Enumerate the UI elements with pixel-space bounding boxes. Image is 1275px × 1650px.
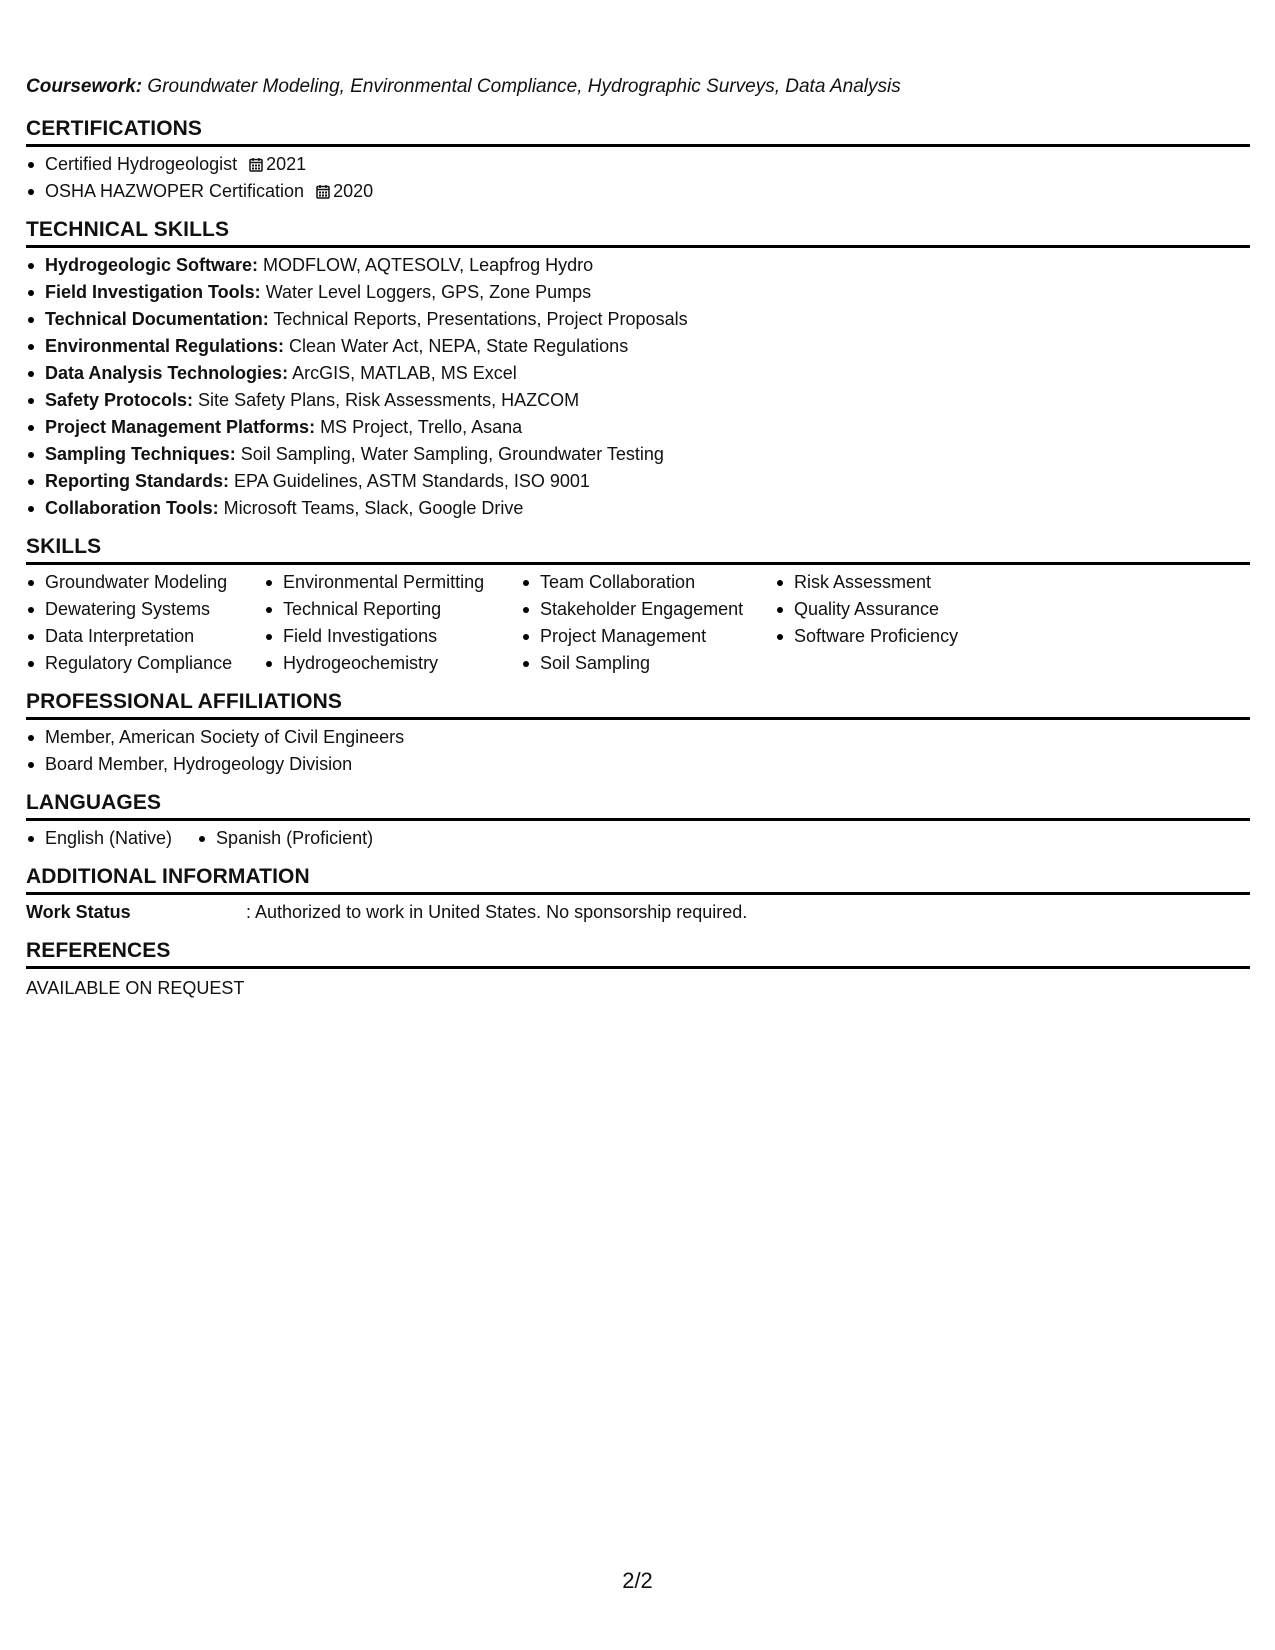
certification-item (26, 151, 1250, 178)
skill-item: Technical Reporting (264, 596, 521, 623)
section-title-skills: SKILLS (26, 534, 1250, 565)
technical-skill-item (26, 360, 1250, 387)
technical-skill-value: EPA Guidelines, ASTM Standards, ISO 9001 (229, 471, 590, 491)
work-status-row (26, 899, 1250, 926)
technical-skill-item (26, 468, 1250, 495)
affiliation-item: Member, American Society of Civil Engineers (26, 724, 1250, 751)
coursework-text: Groundwater Modeling, Environmental Compliance, Hydrographic Surveys, Data Analysis (142, 76, 901, 97)
technical-skill-label: Project Management Platforms: (45, 417, 316, 437)
technical-skill-label: Environmental Regulations: (45, 336, 285, 356)
certification-name: OSHA HAZWOPER Certification (45, 181, 305, 201)
coursework-label: Coursework: (26, 76, 143, 97)
language-item: Spanish (Proficient) (197, 825, 373, 852)
affiliations-section (26, 689, 1250, 778)
technical-skill-label: Technical Documentation: (45, 309, 269, 329)
additional-info-section (26, 864, 1250, 926)
skill-item: Data Interpretation (26, 623, 264, 650)
skill-item: Risk Assessment (775, 569, 1035, 596)
section-title-references: REFERENCES (26, 938, 1250, 969)
certification-name: Certified Hydrogeologist (45, 154, 238, 174)
certifications-section (26, 116, 1250, 205)
section-title-additional-info: ADDITIONAL INFORMATION (26, 864, 1250, 895)
technical-skill-item (26, 387, 1250, 414)
certifications-list (26, 151, 1250, 205)
affiliation-item: Board Member, Hydrogeology Division (26, 751, 1250, 778)
technical-skill-value: MODFLOW, AQTESOLV, Leapfrog Hydro (258, 255, 594, 275)
skill-item: Project Management (521, 623, 775, 650)
technical-skill-item (26, 252, 1250, 279)
language-item: English (Native) (26, 825, 172, 852)
skill-item: Regulatory Compliance (26, 650, 264, 677)
section-title-languages: LANGUAGES (26, 790, 1250, 821)
technical-skill-value: Clean Water Act, NEPA, State Regulations (284, 336, 629, 356)
skill-item: Environmental Permitting (264, 569, 521, 596)
technical-skill-label: Hydrogeologic Software: (45, 255, 259, 275)
technical-skill-label: Field Investigation Tools: (45, 282, 261, 302)
technical-skill-item (26, 414, 1250, 441)
technical-skill-value: ArcGIS, MATLAB, MS Excel (288, 363, 517, 383)
skill-item: Quality Assurance (775, 596, 1035, 623)
technical-skill-label: Safety Protocols: (45, 390, 194, 410)
technical-skill-value: Water Level Loggers, GPS, Zone Pumps (260, 282, 592, 302)
coursework-line (26, 74, 1250, 100)
calendar-icon (249, 157, 263, 172)
technical-skill-label: Reporting Standards: (45, 471, 230, 491)
certification-year: 2021 (266, 154, 307, 174)
technical-skill-value: Technical Reports, Presentations, Project Proposals (268, 309, 688, 329)
skill-item: Groundwater Modeling (26, 569, 264, 596)
page-number: 2/2 (622, 1568, 653, 1593)
technical-skill-value: Site Safety Plans, Risk Assessments, HAZCOM (193, 390, 580, 410)
technical-skill-item (26, 306, 1250, 333)
skills-grid (26, 569, 1250, 677)
skill-item: Team Collaboration (521, 569, 775, 596)
affiliations-list (26, 724, 1250, 778)
skill-item: Software Proficiency (775, 623, 1035, 650)
technical-skill-item (26, 441, 1250, 468)
technical-skill-label: Data Analysis Technologies: (45, 363, 289, 383)
technical-skill-value: Soil Sampling, Water Sampling, Groundwater Testing (235, 444, 664, 464)
technical-skills-list (26, 252, 1250, 522)
skills-column (26, 569, 264, 677)
work-status-label: Work Status (26, 902, 131, 922)
section-title-certifications: CERTIFICATIONS (26, 116, 1250, 147)
skills-column (264, 569, 521, 677)
skills-column (775, 569, 1035, 677)
calendar-icon (316, 184, 330, 199)
skills-column (521, 569, 775, 677)
certification-item (26, 178, 1250, 205)
references-text: AVAILABLE ON REQUEST (26, 978, 245, 998)
section-title-affiliations: PROFESSIONAL AFFILIATIONS (26, 689, 1250, 720)
technical-skill-item (26, 279, 1250, 306)
resume-page (26, 74, 1250, 1014)
certification-year: 2020 (333, 181, 374, 201)
references-section (26, 938, 1250, 1002)
technical-skill-item (26, 333, 1250, 360)
skill-item: Dewatering Systems (26, 596, 264, 623)
technical-skill-value: Microsoft Teams, Slack, Google Drive (218, 498, 524, 518)
skills-section (26, 534, 1250, 677)
languages-list (26, 825, 1250, 852)
work-status-value: : Authorized to work in United States. No sponsorship required. (246, 902, 748, 922)
skill-item: Hydrogeochemistry (264, 650, 521, 677)
skill-item: Stakeholder Engagement (521, 596, 775, 623)
skill-item: Field Investigations (264, 623, 521, 650)
languages-section (26, 790, 1250, 852)
technical-skill-label: Collaboration Tools: (45, 498, 219, 518)
section-title-technical-skills: TECHNICAL SKILLS (26, 217, 1250, 248)
technical-skill-item (26, 495, 1250, 522)
technical-skills-section (26, 217, 1250, 522)
technical-skill-label: Sampling Techniques: (45, 444, 236, 464)
technical-skill-value: MS Project, Trello, Asana (315, 417, 523, 437)
skill-item: Soil Sampling (521, 650, 775, 677)
